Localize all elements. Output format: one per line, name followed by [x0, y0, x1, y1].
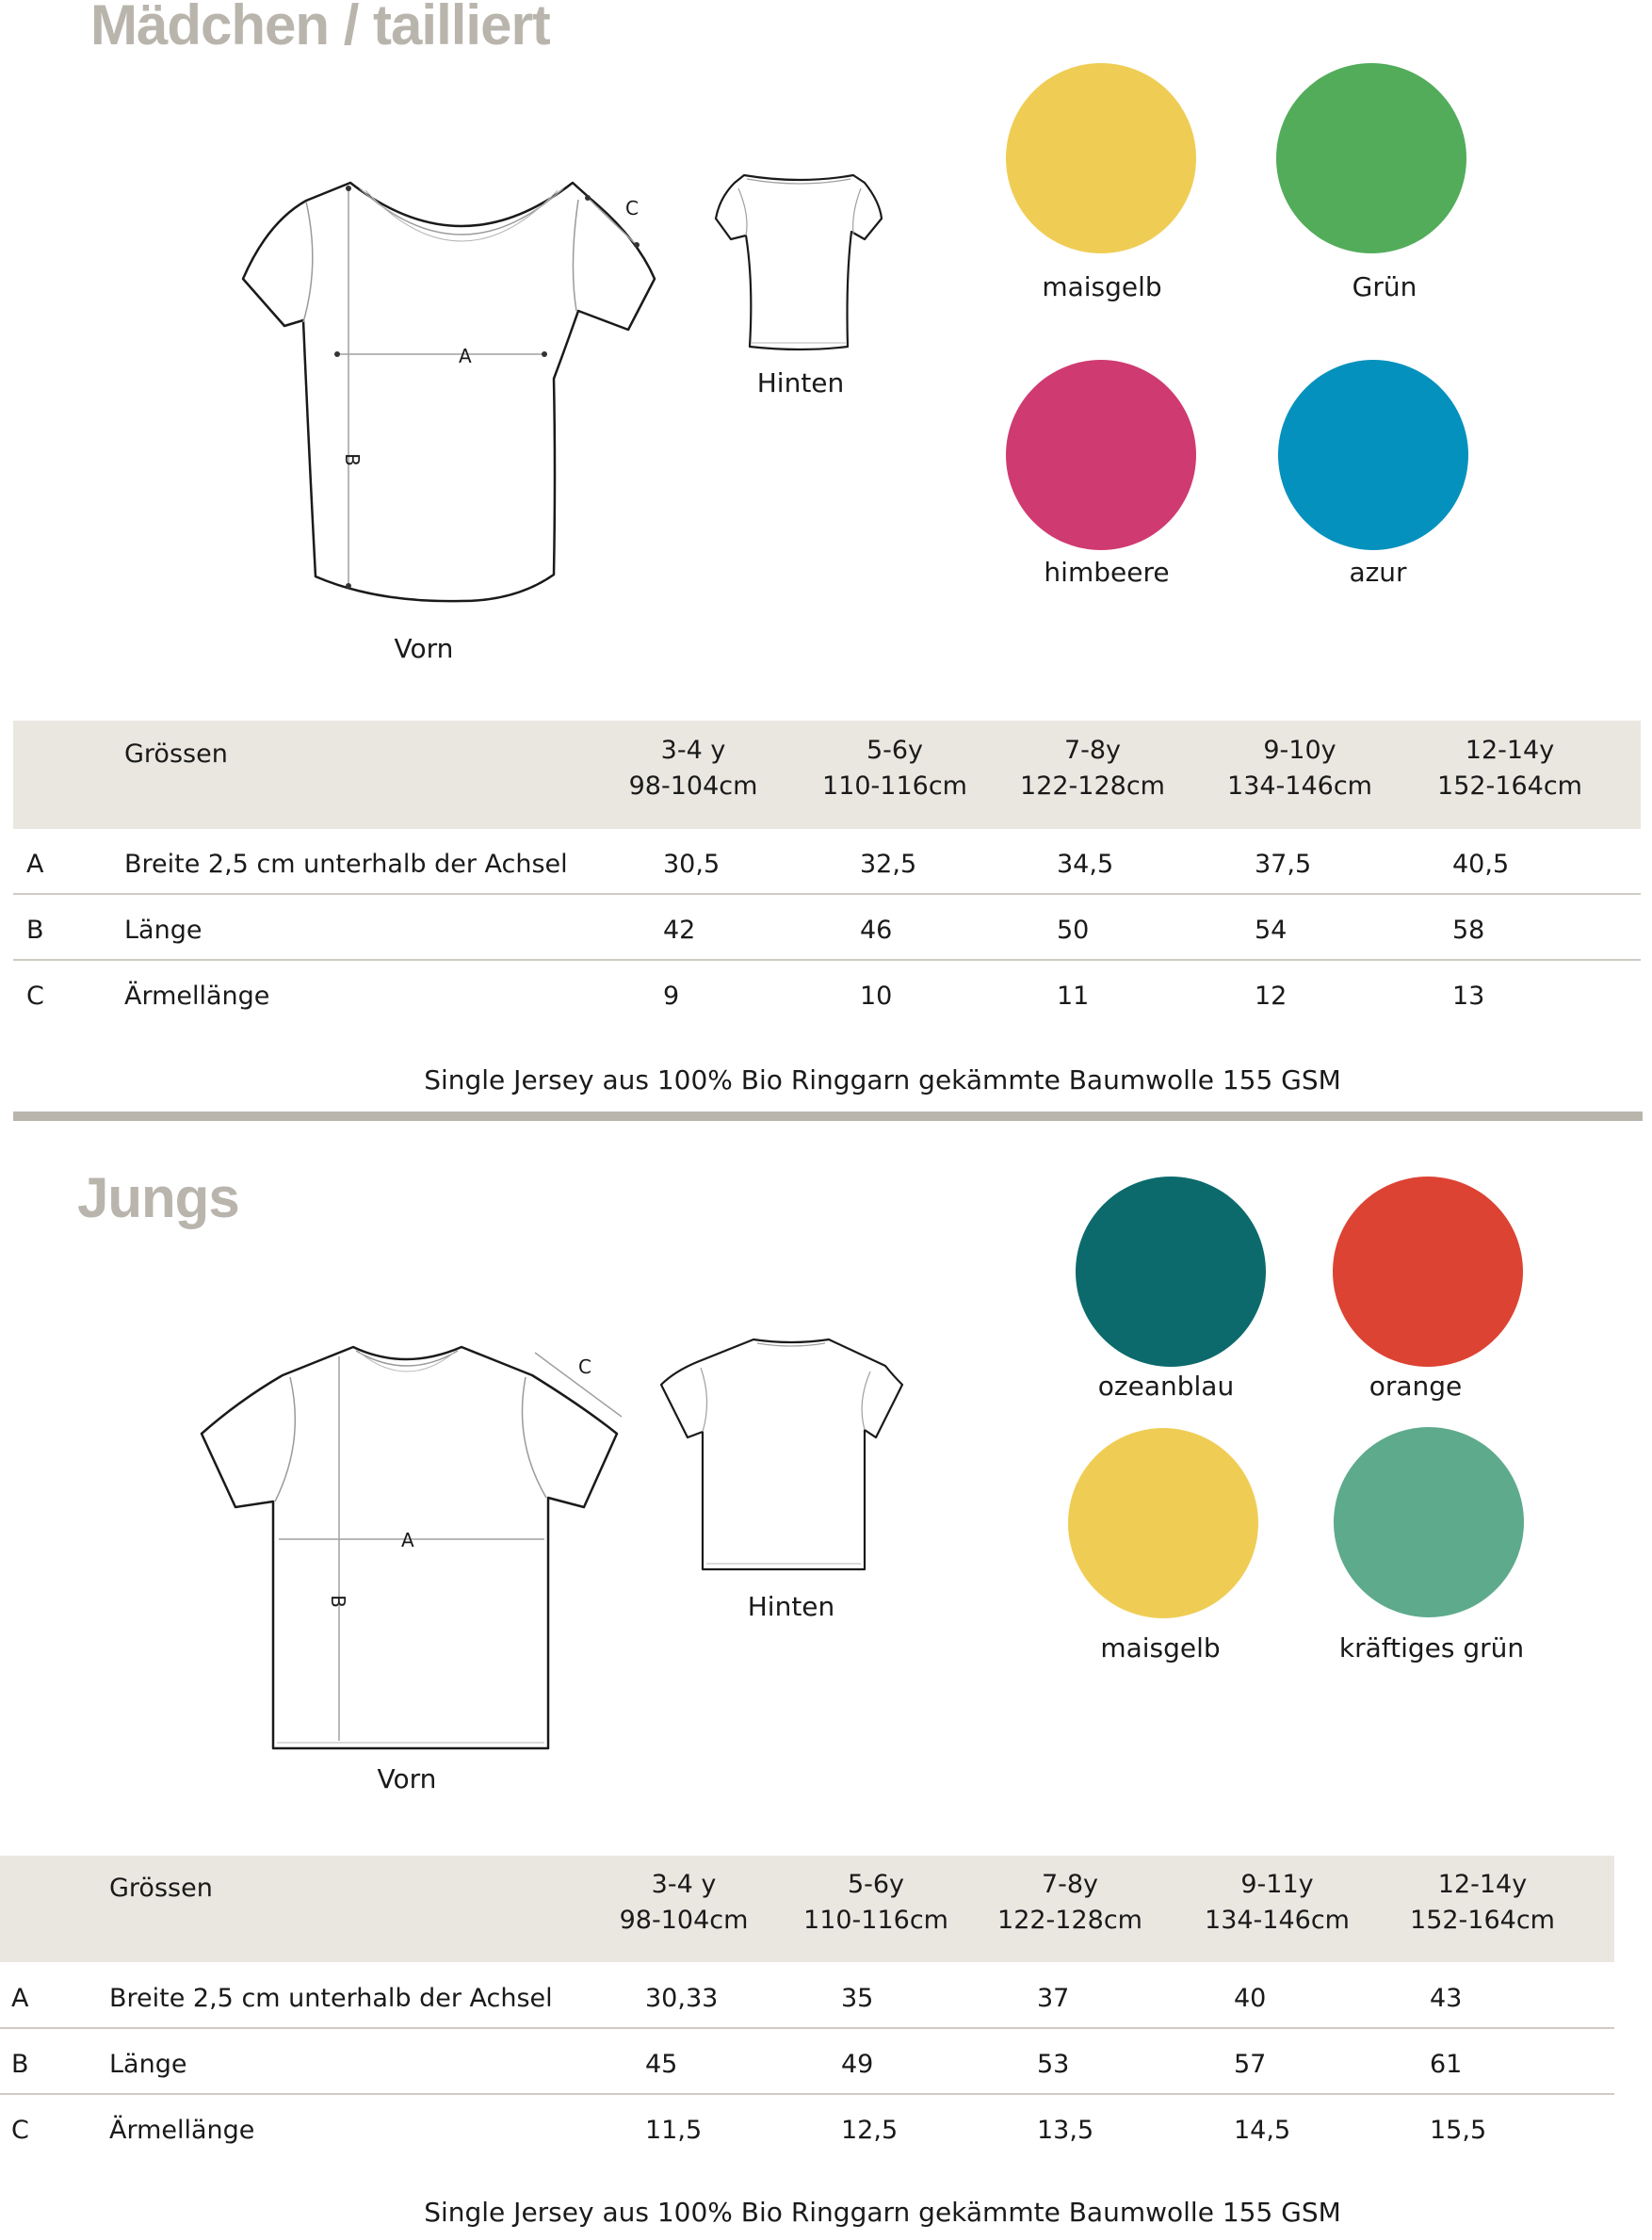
boys-row-b-key: B [11, 2050, 29, 2079]
girls-row-c-value: 9 [663, 982, 680, 1011]
boys-row-a-value: 43 [1430, 1984, 1463, 2013]
color-swatch-gruen [1276, 63, 1466, 253]
girls-row-b-label: Länge [124, 916, 202, 945]
boys-marker-b: B [326, 1595, 349, 1608]
color-swatch-orange [1333, 1177, 1523, 1367]
color-label-himbeere: himbeere [1044, 557, 1170, 588]
table-row-divider [0, 2093, 1614, 2095]
girls-row-b-value: 54 [1255, 916, 1288, 945]
boys-row-b-label: Länge [109, 2050, 187, 2079]
girls-row-a-value: 37,5 [1255, 850, 1312, 879]
girls-back-caption: Hinten [756, 367, 845, 398]
girls-row-c-value: 12 [1255, 982, 1288, 1011]
girls-row-a-value: 40,5 [1452, 850, 1510, 879]
boys-back-caption: Hinten [747, 1591, 835, 1622]
boys-front-tee-drawing [198, 1338, 631, 1771]
boys-row-a-value: 30,33 [645, 1984, 719, 2013]
girls-row-b-value: 42 [663, 916, 696, 945]
boys-size-col-3: 7-8y 122-128cm [997, 1870, 1142, 1935]
section-divider [13, 1112, 1643, 1121]
color-label-gruen: Grün [1352, 271, 1417, 302]
girls-fabric-note: Single Jersey aus 100% Bio Ringgarn gekämmte Baumwolle 155 GSM [424, 1064, 1341, 1096]
boys-size-label: Grössen [109, 1874, 213, 1903]
boys-back-tee-drawing [655, 1328, 909, 1583]
girls-row-b-value: 50 [1057, 916, 1090, 945]
boys-row-a-value: 40 [1234, 1984, 1267, 2013]
boys-row-c-value: 12,5 [841, 2116, 899, 2145]
girls-front-caption: Vorn [394, 633, 454, 664]
girls-row-b-value: 58 [1452, 916, 1485, 945]
boys-row-b-value: 49 [841, 2050, 874, 2079]
girls-front-tee-drawing [235, 170, 669, 612]
boys-row-c-label: Ärmellänge [109, 2116, 255, 2145]
girls-size-col-1: 3-4 y 98-104cm [628, 736, 758, 801]
girls-marker-c: C [625, 197, 639, 219]
color-label-maisgelb-boys: maisgelb [1100, 1632, 1221, 1664]
boys-row-a-value: 37 [1037, 1984, 1070, 2013]
girls-row-a-key: A [26, 850, 44, 879]
boys-size-col-2: 5-6y 110-116cm [803, 1870, 948, 1935]
boys-size-col-4: 9-11y 134-146cm [1205, 1870, 1350, 1935]
boys-size-col-5: 12-14y 152-164cm [1410, 1870, 1555, 1935]
boys-row-b-value: 57 [1234, 2050, 1267, 2079]
girls-size-col-4: 9-10y 134-146cm [1227, 736, 1372, 801]
boys-row-c-value: 13,5 [1037, 2116, 1094, 2145]
girls-size-label: Grössen [124, 739, 228, 769]
boys-row-c-key: C [11, 2116, 29, 2145]
girls-row-c-label: Ärmellänge [124, 982, 270, 1011]
boys-row-a-label: Breite 2,5 cm unterhalb der Achsel [109, 1984, 553, 2013]
girls-row-a-value: 32,5 [860, 850, 917, 879]
color-swatch-maisgelb-boys [1068, 1428, 1258, 1618]
color-swatch-himbeere [1006, 360, 1196, 550]
color-label-azur: azur [1349, 557, 1407, 588]
girls-row-c-value: 13 [1452, 982, 1485, 1011]
boys-marker-a: A [401, 1529, 414, 1551]
color-label-maisgelb: maisgelb [1042, 271, 1162, 302]
girls-size-col-5: 12-14y 152-164cm [1437, 736, 1582, 801]
boys-row-c-value: 15,5 [1430, 2116, 1487, 2145]
color-swatch-maisgelb [1006, 63, 1196, 253]
color-swatch-azur [1278, 360, 1468, 550]
boys-row-b-value: 53 [1037, 2050, 1070, 2079]
girls-size-col-2: 5-6y 110-116cm [822, 736, 967, 801]
boys-row-b-value: 45 [645, 2050, 678, 2079]
boys-size-col-1: 3-4 y 98-104cm [619, 1870, 749, 1935]
girls-row-c-value: 10 [860, 982, 893, 1011]
girls-row-a-label: Breite 2,5 cm unterhalb der Achsel [124, 850, 568, 879]
table-row-divider [13, 959, 1641, 961]
color-swatch-kraeftiges-gruen [1334, 1427, 1524, 1617]
girls-row-a-value: 30,5 [663, 850, 721, 879]
boys-row-c-value: 14,5 [1234, 2116, 1291, 2145]
color-swatch-ozeanblau [1076, 1177, 1266, 1367]
color-label-orange: orange [1369, 1371, 1463, 1402]
girls-row-c-value: 11 [1057, 982, 1090, 1011]
table-row-divider [0, 2027, 1614, 2029]
boys-row-b-value: 61 [1430, 2050, 1463, 2079]
table-row-divider [13, 893, 1641, 895]
color-label-ozeanblau: ozeanblau [1097, 1371, 1235, 1402]
girls-back-tee-drawing [711, 165, 890, 363]
boys-row-a-key: A [11, 1984, 29, 2013]
section-title-girls: Mädchen / tailliert [90, 0, 550, 57]
girls-row-b-key: B [26, 916, 44, 945]
girls-marker-a: A [459, 345, 472, 367]
boys-front-caption: Vorn [377, 1763, 437, 1794]
girls-size-col-3: 7-8y 122-128cm [1020, 736, 1165, 801]
girls-row-b-value: 46 [860, 916, 893, 945]
color-label-kraeftiges-gruen: kräftiges grün [1338, 1632, 1525, 1664]
girls-marker-b: B [340, 453, 364, 466]
girls-row-a-value: 34,5 [1057, 850, 1114, 879]
boys-row-a-value: 35 [841, 1984, 874, 2013]
boys-fabric-note: Single Jersey aus 100% Bio Ringgarn gekämmte Baumwolle 155 GSM [424, 2197, 1341, 2228]
boys-row-c-value: 11,5 [645, 2116, 703, 2145]
section-title-boys: Jungs [77, 1166, 239, 1229]
boys-marker-c: C [578, 1355, 591, 1378]
girls-row-c-key: C [26, 982, 44, 1011]
